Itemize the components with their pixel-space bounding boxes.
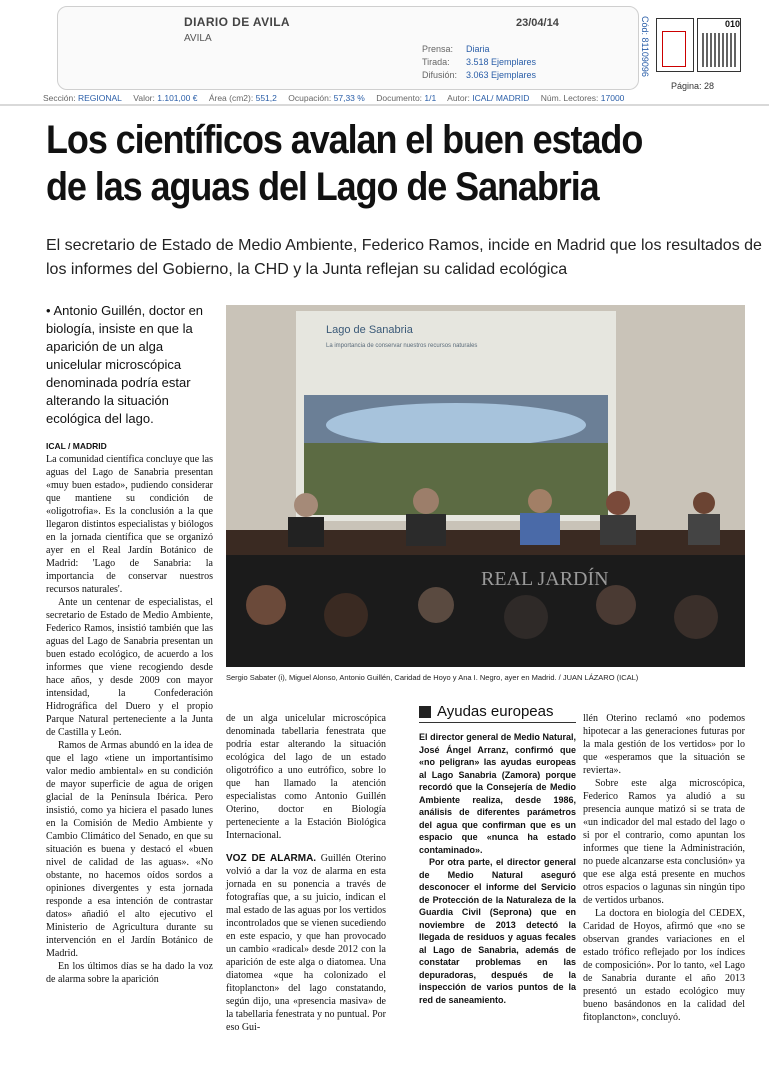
publication-name: DIARIO DE AVILA xyxy=(184,15,291,29)
meta-label: Documento: xyxy=(376,93,423,103)
article-headline: Los científicos avalan el buen estado de las aguas del Lago de Sanabria xyxy=(46,118,643,209)
column-1 xyxy=(46,440,213,986)
clipping-header xyxy=(57,6,639,90)
meta-value: 1.101,00 € xyxy=(157,93,198,103)
paragraph: Sobre este alga microscópica, Federico Ramos ya aludió a su presencia aunque matizó si se trata de «un indicador del mal estado del lago o si por el contrario, como apuntan los informes que tiene la Administración, no puede alcanzarse esta conclusión» ya que ese alga está presente en muchos otros espacios o lagunas sin ningún tipo de vertidos urbanos. xyxy=(583,778,745,906)
byline: ICAL / MADRID xyxy=(46,441,107,451)
meta-label: Área (cm2): xyxy=(208,93,254,103)
publication-date: 23/04/14 xyxy=(516,17,559,29)
sidebar-box xyxy=(419,703,576,1006)
meta-label: Sección: xyxy=(43,93,76,103)
article-lead: • Antonio Guillén, doctor en biología, insiste en que la aparición de un alga unicelular microscópica denominada podría estar alterando la situación ecológica del lago. xyxy=(46,303,204,426)
page-badge: 010 xyxy=(724,19,740,29)
meta-label: Valor: xyxy=(133,93,155,103)
divider xyxy=(0,104,769,106)
meta-value: 57,33 % xyxy=(333,93,365,103)
meta-value: 1/1 xyxy=(424,93,437,103)
photo-illustration xyxy=(226,305,745,667)
meta-value: 17000 xyxy=(600,93,625,103)
column-3 xyxy=(583,712,745,1024)
stat-label: Prensa: xyxy=(422,44,454,54)
stat-value: 3.518 Ejemplares xyxy=(466,57,537,67)
meta-value: ICAL/ MADRID xyxy=(472,93,530,103)
meta-label: Ocupación: xyxy=(288,93,332,103)
page-thumbnail xyxy=(656,18,694,72)
stat-label: Tirada: xyxy=(422,57,450,67)
meta-label: Autor: xyxy=(447,93,470,103)
paragraph: Por otra parte, el director general de Medio Natural aseguró desconocer el informe del Servicio de Protección de la Naturaleza de la Guardia Civil (Seprona) que en noviembre de 2013 detectó la llegada de residuos y aguas fecales al Lago de Sanabria, además de constatar problemas en las depuradoras, después de la inspección de varios puntos de la red de saneamiento. xyxy=(419,857,576,1005)
paragraph: llén Oterino reclamó «no podemos hipotecar a las generaciones futuras por la mala gestión de los vertidos» por lo que «esperamos que la situación se revierta». xyxy=(583,713,745,776)
paragraph xyxy=(226,852,386,1034)
paragraph-text: Guillén Oterino volvió a dar la voz de alarma en esta jornada en su ponencia a través de fotografías que, a su juicio, indican el mal estado de las aguas por los vertidos incontrolados que se vienen sucediendo en este espacio, y que han provocado un cambio «radical» desde 2012 con la aparición de este alga o diatomea. Una diatomea «que ha colonizado el fitoplancton» del lago constatando, según dijo, una «presencia masiva» de la tabellaria fenestrata y no puntual. Por eso Gui- xyxy=(226,853,386,1033)
article-photo xyxy=(226,305,745,667)
section-marker-icon xyxy=(419,706,431,718)
article-subtitle: El secretario de Estado de Medio Ambiente, Federico Ramos, incide en Madrid que los resultados de los informes del Gobierno, la CHD y la Junta reflejan su calidad ecológica xyxy=(46,237,762,278)
sidebar-title-text: Ayudas europeas xyxy=(437,703,554,720)
document-code: Cód: 81109096 xyxy=(640,16,650,77)
paragraph: La comunidad científica concluye que las aguas del Lago de Sanabria presentan «muy buen estado», pudiendo considerar que mantiene su condición de «oligotrofia». Es la conclusión a la que llegaron distintos especialistas y biólogos en la jornada científica que se organizó ayer en el Real Jardín Botánico de Madrid: 'Lago de Sanabria: la importancia de conservar nuestros recursos naturales'. xyxy=(46,454,213,595)
meta-value: REGIONAL xyxy=(77,93,122,103)
stat-value: Diaria xyxy=(466,44,490,54)
slide-title: Lago de Sanabria xyxy=(326,324,413,336)
page-number: Página: 28 xyxy=(671,81,715,91)
paragraph: Ramos de Armas abundó en la idea de que el lago «tiene un importantísimo valor medio ambiental» en su condición de mayor superficie de agua de origen glacial de la Península Ibérica. Pero insistió, como ya hiciera el pasado lunes en la Comisión de Medio Ambiente y Cambio Climático del Senado, en que su situación es buena y destacó el «buen nivel de calidad de las aguas». «No obstante, no hacemos oídos sordos a opiniones divergentes y esta jornada responde a esa intención de contrastar datos» añadió el alto ejecutivo el Ministerio de Agricultura durante su intervención en el Jardín Botánico de Madrid. xyxy=(46,740,213,959)
metadata-bar xyxy=(43,93,633,103)
stat-label: Difusión: xyxy=(422,70,458,80)
sidebar-text xyxy=(419,731,576,1006)
subhead: VOZ DE ALARMA. xyxy=(226,853,317,864)
slide-subtitle: La importancia de conservar nuestros recursos naturales xyxy=(326,343,478,349)
meta-label: Núm. Lectores: xyxy=(540,93,599,103)
paragraph: de un alga unicelular microscópica denominada tabellaria fenestrata que podría estar alterando la situación ecológica del lago de un estado oligotrófico a uno eutrófico, sobre lo que han llamado la atención especialistas como Antonio Guillén Oterino, doctor en Biología perteneciente a la Estación Biológica Internacional. xyxy=(226,713,386,841)
paragraph: El director general de Medio Natural, José Ángel Arranz, confirmó que «no peligran» las ayudas europeas al Lago Sanabria (Zamora) porque recordó que la Consejería de Medio Ambiente realiza, desde 1986, análisis de diferentes parámetros del agua que confirman que es un espacio que «nunca ha estado contaminado». xyxy=(419,732,576,855)
photo-caption: Sergio Sabater (i), Miguel Alonso, Antonio Guillén, Caridad de Hoyo y Ana I. Negro, ayer en Madrid. / JUAN LÁZARO (ICAL) xyxy=(226,673,639,682)
meta-value: 551,2 xyxy=(255,93,277,103)
paragraph: La doctora en biología del CEDEX, Caridad de Hoyos, afirmó que «no se observan grandes variaciones en el estado trófico reflejado por los índices de composición». Por lo tanto, «el Lago de Sanabria durante el año 2013 presentó un estado ecológico muy bueno basándonos en la calidad del fitoplancton», concluyó. xyxy=(583,908,745,1023)
wall-text: REAL JARDÍN xyxy=(481,568,609,590)
paragraph: Ante un centenar de especialistas, el secretario de Estado de Medio Ambiente, Federico Ramos, insistió también que las aguas del Lago de Sanabria presentan un buen estado ecológico, de acuerdo a los informes que viene recogiendo desde hace años, y desde 2009 con mayor intensidad, la Confederación Hidrográfica del Duero y el propio Parque Natural perteneciente a la Junta de Castilla y León. xyxy=(46,597,213,738)
paragraph: En los últimos días se ha dado la voz de alarma sobre la aparición xyxy=(46,961,213,985)
qr-code xyxy=(697,18,741,72)
publication-city: AVILA xyxy=(184,33,212,44)
sidebar-title xyxy=(419,703,576,723)
column-2 xyxy=(226,712,386,1034)
stat-value: 3.063 Ejemplares xyxy=(466,70,537,80)
circulation-stats xyxy=(422,43,536,82)
